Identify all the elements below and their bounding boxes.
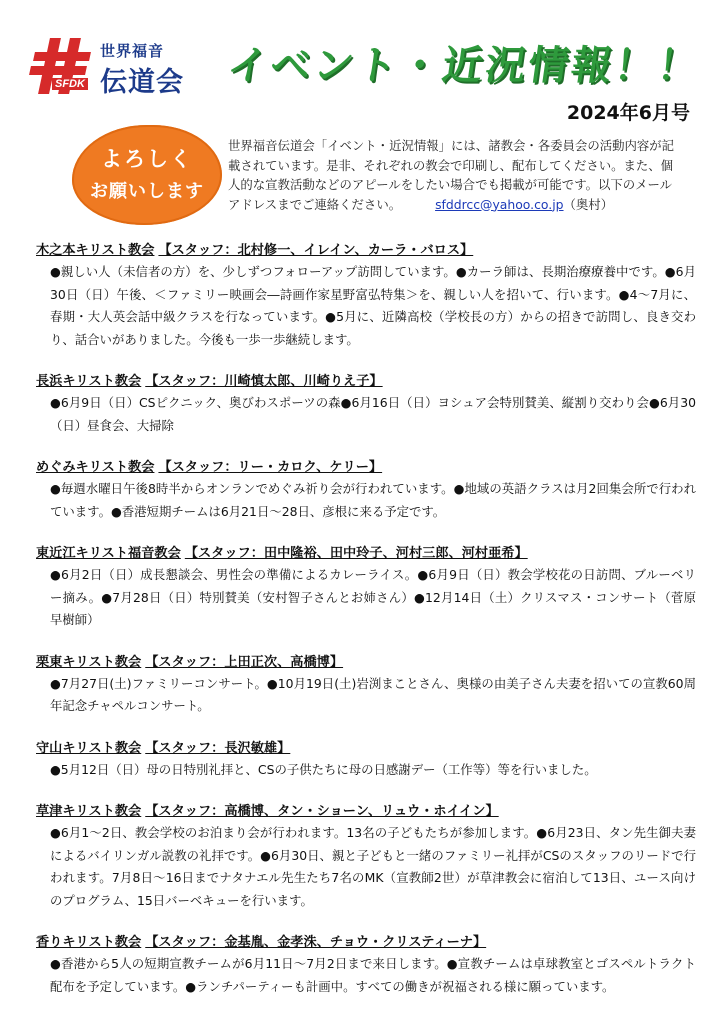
church-section [36, 371, 696, 437]
section-body: ●親しい人（未信者の方）を、少しずつフォローアップ訪問しています。●カーラ師は、長期治療療養中です。●6月30日（日）午後、＜ファミリー映画会―詩画作家星野富弘特集＞を、親しい人を招いて、行います。●4～7月に、春期・大人英会話中級クラスを行なっています。●5月に、近隣高校（学校長の方）からの招きで訪問し、良き交わり、話合いがありました。今後も一歩一歩継続します。 [50, 264, 696, 347]
staff-list: 【スタッフ：北村修一、イレイン、カーラ・バロス】 [158, 243, 474, 258]
section-body: ●6月2日（日）成長懇談会、男性会の準備によるカレーライス。●6月9日（日）教会学校花の日訪問、ブルーベリー摘み。●7月28日（日）特別賛美（安村智子さんとお姉さん）●12月14日（土）クリスマス・コンサート（菅原早樹師） [50, 567, 696, 627]
section-heading [36, 457, 696, 478]
church-section [36, 801, 696, 912]
staff-list: 【スタッフ：長沢敏雄】 [145, 740, 291, 756]
section-body: ●6月1～2日、教会学校のお泊まり会が行われます。13名の子どもたちが参加します。●6月23日、タン先生御夫妻によるバイリンガル説教の礼拝です。●6月30日、親と子どもと一緒のファミリー礼拝がCSのスタッフのリードで行われます。7月8日～16日までナタナエル先生たち7名のMK（宣教師2世）が草津教会に宿泊して13日、ユース向けのプログラム、15日バーベキューを行います。 [50, 825, 696, 908]
church-name: 栗東キリスト教会 [36, 654, 142, 670]
page-title: イベント・近況情報！！ [224, 43, 704, 89]
org-logo [30, 36, 200, 100]
staff-list: 【スタッフ：川崎慎太郎、川崎りえ子】 [145, 374, 383, 389]
section-body: ●香港から5人の短期宣教チームが6月11日～7月2日まで来日します。●宣教チームは卓球教室とゴスペルトラクト配布を予定しています。●ランチパーティーも計画中。すべての働きが祝福される様に願っています。 [50, 956, 696, 994]
staff-list: 【スタッフ：上田正次、高橋博】 [145, 654, 344, 670]
staff-list: 【スタッフ：リー・カロク、ケリー】 [158, 460, 383, 475]
church-section [36, 543, 696, 632]
intro-paragraph [228, 136, 678, 214]
section-body: ●5月12日（日）母の日特別礼拝と、CSの子供たちに母の日感謝デー（工作等）等を行いました。 [50, 761, 597, 777]
church-section [36, 457, 696, 523]
section-heading [36, 240, 696, 261]
church-name: 香りキリスト教会 [36, 935, 142, 950]
church-name: 東近江キリスト福音教会 [36, 546, 181, 561]
logo-line2: 伝道会 [100, 67, 184, 98]
staff-list: 【スタッフ：金基胤、金孝洙、チョウ・クリスティーナ】 [145, 935, 487, 950]
church-section [36, 932, 696, 998]
section-heading [36, 801, 696, 822]
staff-list: 【スタッフ：高橋博、タン・ショーン、リュウ・ホイイン】 [145, 804, 499, 819]
logo-mark-icon [30, 36, 96, 98]
section-heading [36, 738, 696, 759]
intro-text: 世界福音伝道会「イベント・近況情報」には、諸教会・各委員会の活動内容が記載されています。是非、それぞれの教会で印刷し、配布してください。また、個人的な宣教活動などのアピールをしたい場合でも掲載が可能です。以下のメールアドレスまでご連絡ください。 [228, 138, 675, 212]
section-body: ●7月27日(土)ファミリーコンサート。●10月19日(土)岩渕まことさん、奥様の由美子さん夫妻を招いての宣教60周年記念チャペルコンサート。 [50, 675, 696, 713]
badge-line1: よろしく [101, 147, 193, 171]
section-heading [36, 543, 696, 564]
section-body: ●毎週水曜日午後8時半からオンランでめぐみ祈り会が行われています。●地域の英語クラスは月2回集会所で行われています。●香港短期チームは6月21日～28日、彦根に来る予定です。 [50, 481, 696, 519]
badge-line2: お願いします [90, 181, 204, 202]
section-heading [36, 932, 696, 953]
church-name: 木之本キリスト教会 [36, 243, 155, 258]
church-section [36, 240, 696, 351]
section-body: ●6月9日（日）CSピクニック、奥びわスポーツの森●6月16日（日）ヨシュア会特別賛美、縦割り交わり会●6月30（日）昼食会、大掃除 [50, 395, 696, 433]
contact-name: （奥村） [563, 196, 614, 212]
church-name: 長浜キリスト教会 [36, 374, 142, 389]
church-name: 草津キリスト教会 [36, 804, 142, 819]
church-news-list [36, 240, 696, 1018]
logo-line1: 世界福音 [100, 42, 165, 60]
staff-list: 【スタッフ：田中隆裕、田中玲子、河村三郎、河村亜希】 [184, 546, 528, 561]
church-section [36, 738, 696, 782]
section-heading [36, 371, 696, 392]
logo-sfdk-text: SFDK [52, 78, 88, 90]
church-section [36, 652, 696, 718]
issue-date: 2024年6月号 [566, 102, 690, 124]
contact-email-link[interactable]: sfddrcc@yahoo.co.jp [435, 196, 564, 212]
greeting-badge [72, 125, 222, 225]
section-heading [36, 652, 696, 673]
church-name: めぐみキリスト教会 [36, 460, 155, 475]
church-name: 守山キリスト教会 [36, 740, 142, 756]
